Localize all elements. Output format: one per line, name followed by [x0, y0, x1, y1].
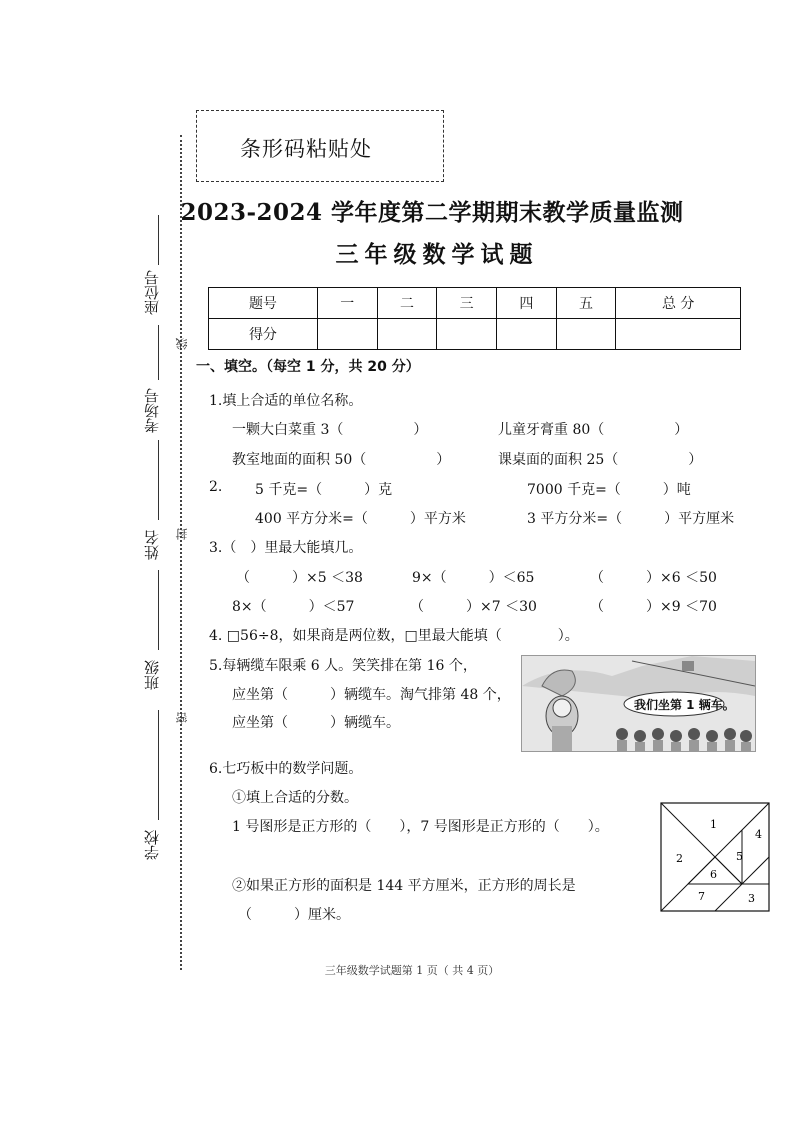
score-cell: [317, 319, 377, 350]
cable-car-illustration: [521, 655, 756, 752]
name-label: 姓名: [143, 530, 161, 560]
seat-label: 座位号: [143, 270, 161, 315]
seal-mi: 密: [175, 712, 189, 724]
q2-item: 7000 千克=（ ）吨: [527, 482, 691, 498]
seat-underline: [158, 215, 159, 265]
exam-title: 2023-2024 学年度第二学期期末教学质量监测: [180, 199, 684, 226]
class-underline: [158, 570, 159, 650]
q1-item: 教室地面的面积 50（ ）: [232, 452, 451, 468]
tangram-label-3: 3: [748, 892, 755, 905]
q6-stem: 6.七巧板中的数学问题。: [209, 761, 363, 777]
q4-stem: 4. □56÷8，如果商是两位数，□里最大能填（ ）。: [209, 628, 579, 644]
q1-item: 一颗大白菜重 3（ ）: [232, 422, 428, 438]
q1-stem: 1.填上合适的单位名称。: [209, 393, 363, 409]
q2-item: 3 平方分米=（ ）平方厘米: [527, 511, 735, 527]
q6-sub2-end: （ ）厘米。: [238, 907, 350, 923]
q5-line: 应坐第（ ）辆缆车。: [232, 715, 400, 731]
score-header-cell: 二: [377, 288, 437, 319]
class-label: 班级: [143, 660, 161, 690]
score-header-cell: 一: [317, 288, 377, 319]
section-heading: 一、填空。（每空 1 分，共 20 分）: [196, 359, 420, 375]
score-row: [209, 319, 741, 350]
q2-number: 2.: [209, 479, 223, 495]
q2-item: 5 千克=（ ）克: [255, 482, 393, 498]
tangram-label-4: 4: [755, 828, 762, 841]
tangram-label-5: 5: [736, 850, 743, 863]
q6-sub2: ②如果正方形的面积是 144 平方厘米，正方形的周长是: [232, 878, 576, 894]
speech-bubble: 我们坐第 1 辆车。: [634, 698, 735, 712]
q3-item: 8×（ ）＜57: [232, 599, 355, 615]
q3-item: （ ）×6 ＜50: [590, 570, 717, 586]
score-header-cell: 三: [437, 288, 497, 319]
score-table: [208, 287, 741, 350]
q6-sub1: ①填上合适的分数。: [232, 790, 358, 806]
room-underline: [158, 325, 159, 380]
binding-line: [180, 135, 182, 970]
score-header-row: [209, 288, 741, 319]
q3-item: 9×（ ）＜65: [412, 570, 535, 586]
tangram-label-1: 1: [710, 818, 717, 831]
q3-item: （ ）×5 ＜38: [236, 570, 363, 586]
score-header-cell: 四: [497, 288, 557, 319]
seal-feng: 封: [175, 528, 189, 540]
q1-item: 儿童牙膏重 80（ ）: [498, 422, 689, 438]
q5-line: 应坐第（ ）辆缆车。淘气排第 48 个，: [232, 687, 511, 703]
school-label: 学校: [143, 830, 161, 860]
tangram-figure: [660, 802, 770, 912]
score-cell: [616, 319, 741, 350]
score-header-cell: 题号: [209, 288, 318, 319]
score-cell: [556, 319, 616, 350]
page-footer: 三年级数学试题第 1 页（ 共 4 页）: [324, 964, 500, 977]
room-label: 考场号: [143, 388, 161, 433]
seal-xian: 线: [175, 338, 189, 350]
score-cell: [437, 319, 497, 350]
score-header-cell: 总 分: [616, 288, 741, 319]
q3-item: （ ）×7 ＜30: [410, 599, 537, 615]
score-cell: [377, 319, 437, 350]
q5-line: 5.每辆缆车限乘 6 人。笑笑排在第 16 个，: [209, 658, 477, 674]
q3-stem: 3.（ ）里最大能填几。: [209, 540, 363, 556]
tangram-label-7: 7: [698, 890, 705, 903]
q1-item: 课桌面的面积 25（ ）: [498, 452, 703, 468]
q3-item: （ ）×9 ＜70: [590, 599, 717, 615]
barcode-label: 条形码粘贴处: [240, 137, 372, 161]
tangram-label-2: 2: [676, 852, 683, 865]
q2-item: 400 平方分米=（ ）平方米: [255, 511, 466, 527]
name-underline: [158, 440, 159, 520]
school-underline: [158, 710, 159, 820]
exam-subtitle: 三年级数学试题: [335, 241, 539, 268]
score-header-cell: 五: [556, 288, 616, 319]
score-row-label: 得分: [209, 319, 318, 350]
tangram-label-6: 6: [710, 868, 717, 881]
score-cell: [497, 319, 557, 350]
q6-sub1-text: 1 号图形是正方形的（ ），7 号图形是正方形的（ ）。: [232, 819, 609, 835]
